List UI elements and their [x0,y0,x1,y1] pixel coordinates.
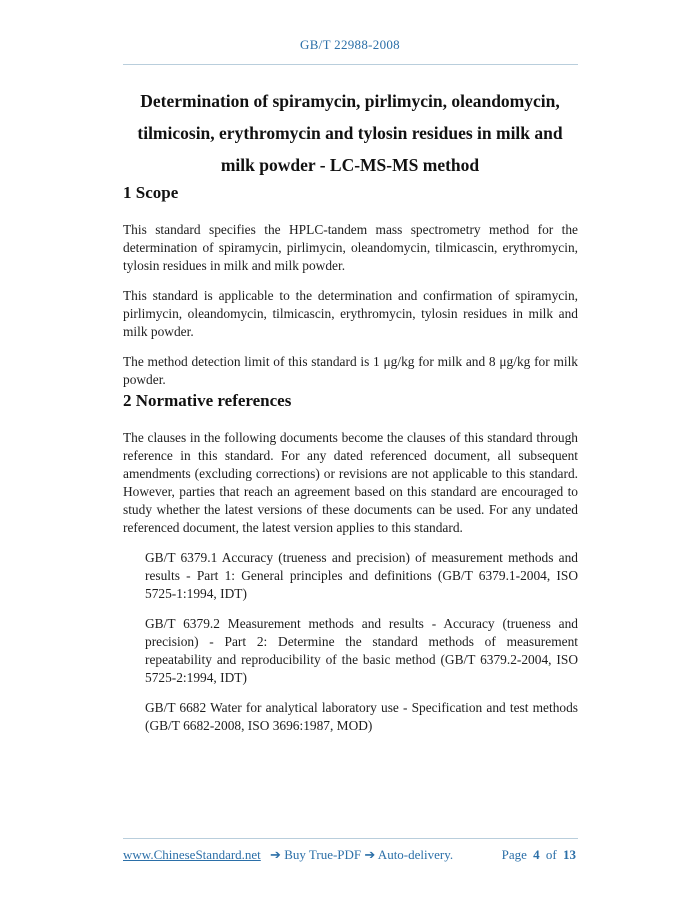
page-label: Page [501,847,527,862]
current-page-number: 4 [533,847,540,862]
page-footer [123,838,578,863]
scope-paragraph-3: The method detection limit of this standard is 1 μg/kg for milk and 8 μg/kg for milk powder. [123,354,578,387]
normative-reference-1: GB/T 6379.1 Accuracy (trueness and precision) of measurement methods and results - Part 1: General principles and definitions (GB/T 6379.1-2004, ISO 5725-1:1994, IDT) [145,550,578,601]
page-indicator [501,847,578,863]
header-rule [123,64,578,65]
section-heading-scope: 1 Scope [123,183,179,202]
normative-paragraph-1: The clauses in the following documents become the clauses of this standard through reference in this standard. For any dated referenced document, all subsequent amendments (excluding corrections) or revisions are not applicable to this standard. However, parties that reach an agreement based on this standard are encouraged to study whether the latest versions of these documents can be used. For any undated referenced document, the latest version applies to this standard. [123,430,578,535]
normative-reference-3: GB/T 6682 Water for analytical laboratory use - Specification and test methods (GB/T 6682-2008, ISO 3696:1987, MOD) [145,700,578,733]
footer-left [123,847,453,863]
document-title [60,85,640,181]
of-label: of [545,847,557,862]
title-line-1: Determination of spiramycin, pirlimycin, oleandomycin, [140,91,560,111]
site-link[interactable]: www.ChineseStandard.net [123,847,261,862]
scope-paragraph-2: This standard is applicable to the determination and confirmation of spiramycin, pirlimycin, oleandomycin, tilmicascin, erythromycin, tylosin residues in milk and milk powder. [123,288,578,339]
title-line-2: tilmicosin, erythromycin and tylosin residues in milk and [137,123,563,143]
document-body [123,181,578,735]
scope-paragraph-1: This standard specifies the HPLC-tandem mass spectrometry method for the determination of spiramycin, pirlimycin, oleandomycin, tilmicascin, erythromycin, tylosin residues in milk and milk powder. [123,222,578,273]
title-line-3: milk powder - LC-MS-MS method [220,155,480,175]
header-standard-code: GB/T 22988-2008 [300,37,400,52]
section-heading-normative-references: 2 Normative references [123,391,292,410]
total-pages-number: 13 [563,847,576,862]
normative-reference-2: GB/T 6379.2 Measurement methods and results - Accuracy (trueness and precision) - Part 2: Determine the standard methods of measurement repeatability and reproducibility of the basic method (GB/T 6379.2-2004, ISO 5725-2:1994, IDT) [145,616,578,685]
footer-tagline: ➔ Buy True-PDF ➔ Auto-delivery. [270,847,454,862]
